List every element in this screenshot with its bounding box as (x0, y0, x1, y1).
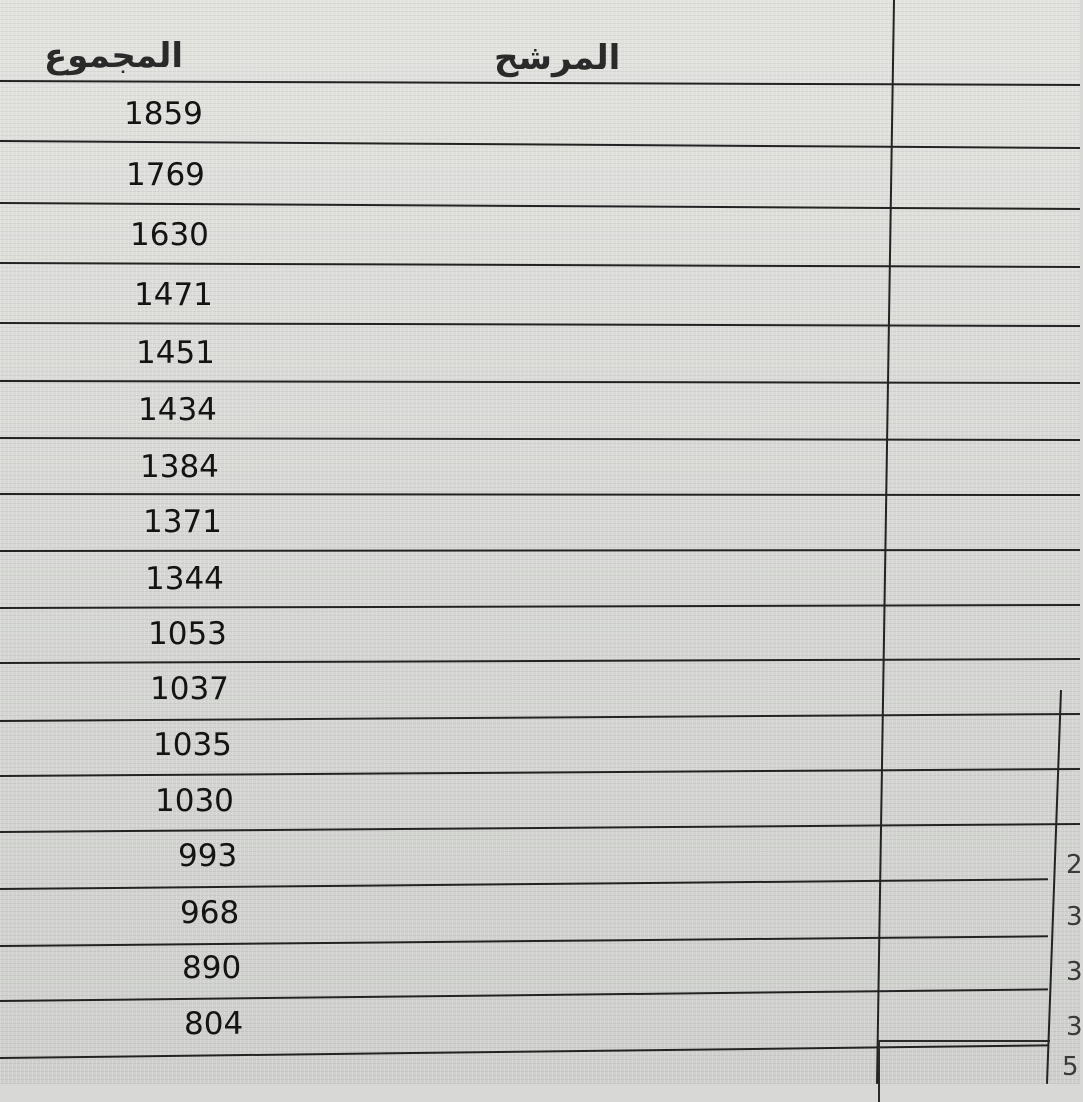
candidate-total[interactable]: 1035 (153, 727, 232, 764)
candidate-total[interactable]: 1630 (130, 217, 209, 254)
empty-cell[interactable] (878, 1040, 1050, 1102)
candidate-total[interactable]: 1471 (134, 276, 213, 313)
edge-cell[interactable]: 3 (1066, 957, 1083, 987)
edge-cell[interactable]: 2 (1066, 850, 1083, 880)
candidate-total[interactable]: 1434 (138, 392, 217, 429)
row-divider (0, 988, 1048, 1002)
candidate-total[interactable]: 1384 (140, 448, 219, 485)
candidate-total[interactable]: 1053 (148, 615, 227, 652)
candidate-total[interactable]: 1344 (145, 560, 224, 597)
row-divider (0, 935, 1048, 947)
column-divider-right (1046, 690, 1062, 1084)
candidate-total[interactable]: 890 (182, 950, 242, 987)
candidate-total[interactable]: 1371 (143, 504, 222, 541)
candidate-total[interactable]: 993 (178, 838, 238, 875)
edge-cell[interactable]: 5 (1062, 1052, 1079, 1082)
candidate-total[interactable]: 804 (184, 1005, 244, 1042)
candidate-total[interactable]: 1859 (124, 95, 203, 132)
candidate-total[interactable]: 1451 (136, 335, 215, 372)
edge-cell[interactable]: 3 (1066, 902, 1083, 932)
candidate-total[interactable]: 1030 (155, 782, 234, 819)
candidate-total[interactable]: 1037 (150, 671, 229, 708)
candidate-total[interactable]: 968 (180, 894, 240, 931)
row-divider (0, 878, 1048, 890)
edge-cell[interactable]: 3 (1066, 1012, 1083, 1042)
header-candidate[interactable]: المرشح (494, 38, 621, 78)
column-divider (876, 0, 895, 1084)
header-total[interactable]: المجموع (44, 36, 184, 76)
candidate-total[interactable]: 1769 (126, 157, 205, 193)
